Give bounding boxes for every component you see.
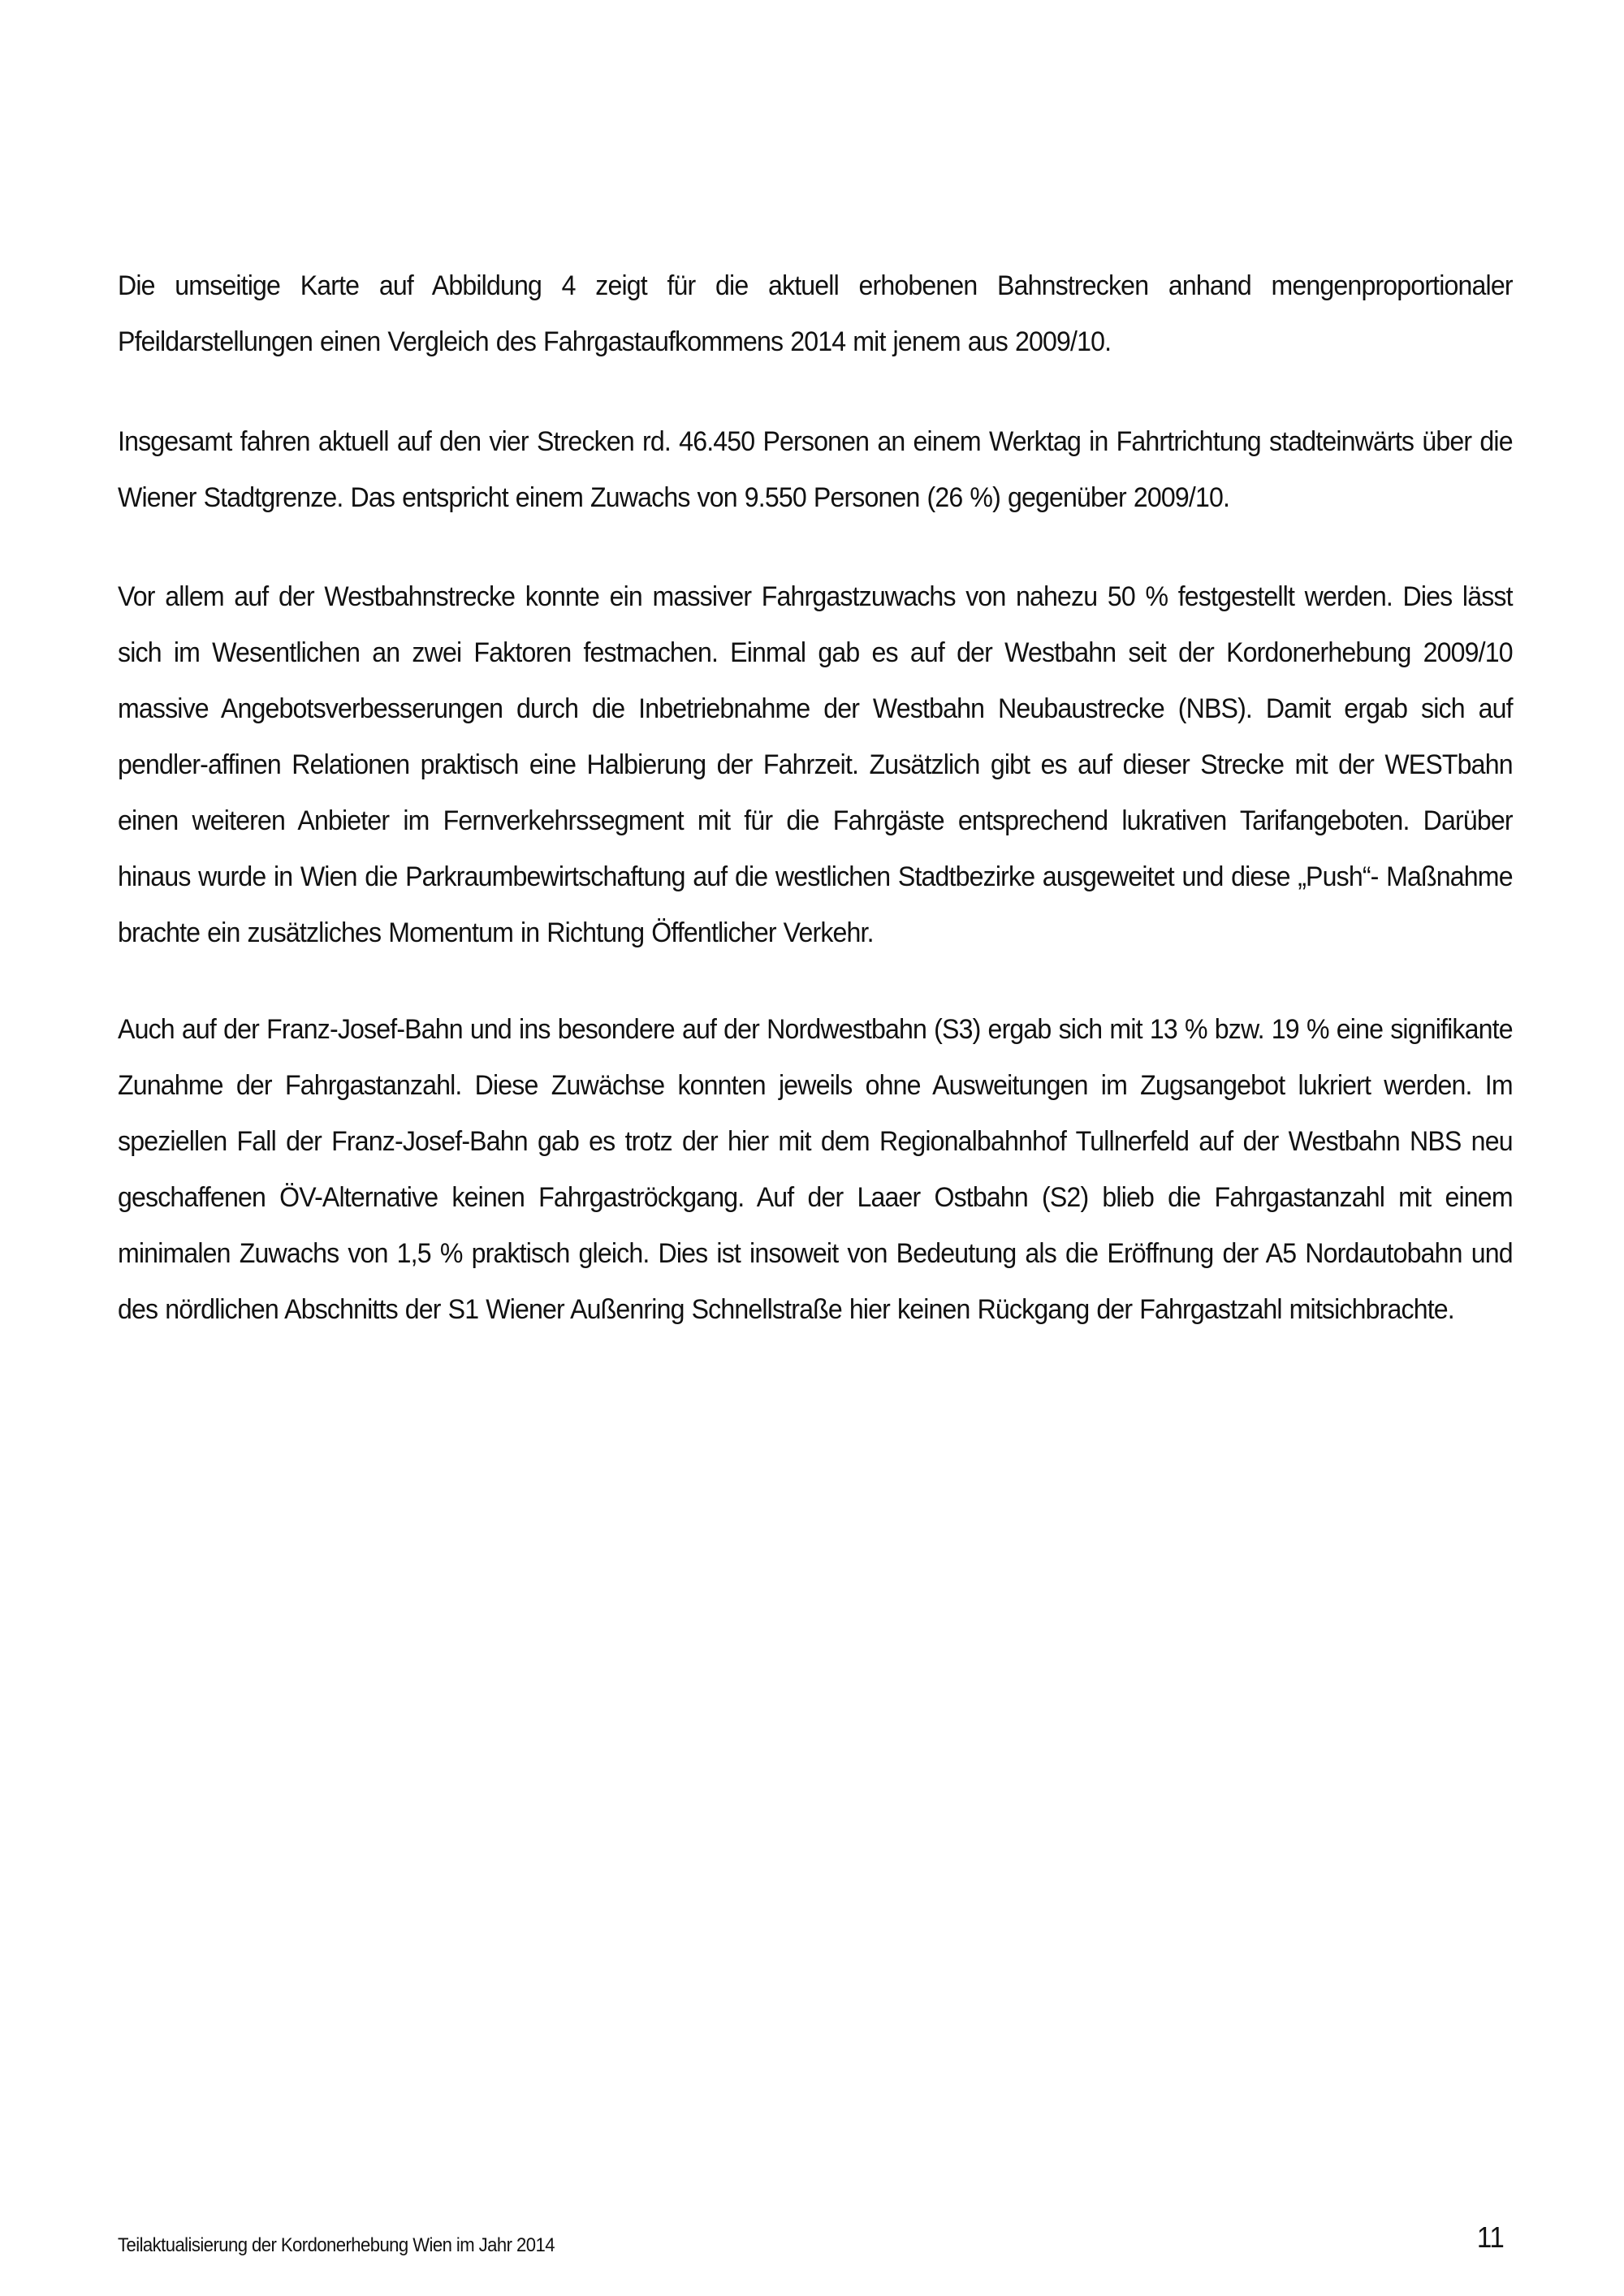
page-number: 11 xyxy=(1476,2220,1504,2254)
paragraph-other-lines: Auch auf der Franz-Josef-Bahn und ins besondere auf der Nordwestbahn (S3) ergab sich mit 13 % bzw. 19 % eine signifikante Zunahme der Fahrgastanzahl. Diese Zuwächse konnten jeweils ohne Ausweitungen im Zugsangebot lukriert werden. Im speziellen Fall der Franz-Josef-Bahn gab es trotz der hier mit dem Regionalbahnhof Tullnerfeld auf der Westbahn NBS neu geschaffenen ÖV-Alternative keinen Fahrgaströckgang. Auf der Laaer Ostbahn (S2) blieb die Fahrgastanzahl mit einem minimalen Zuwachs von 1,5 % praktisch gleich. Dies ist insoweit von Bedeutung als die Eröffnung der A5 Nordautobahn und des nördlichen Abschnitts der S1 Wiener Außenring Schnellstraße hier keinen Rückgang der Fahrgastzahl mitsichbrachte. xyxy=(118,1014,1513,1325)
paragraph-westbahn: Vor allem auf der Westbahnstrecke konnte ein massiver Fahrgastzuwachs von nahezu 50 % festgestellt werden. Dies lässt sich im Wesentlichen an zwei Faktoren festmachen. Einmal gab es auf der Westbahn seit der Kordonerhebung 2009/10 massive Angebotsverbesserungen durch die Inbetriebnahme der Westbahn Neubaustrecke (NBS). Damit ergab sich auf pendler-affinen Relationen praktisch eine Halbierung der Fahrzeit. Zusätzlich gibt es auf dieser Strecke mit der WESTbahn einen weiteren Anbieter im Fernverkehrssegment mit für die Fahrgäste entsprechend lukrativen Tarifangeboten. Darüber hinaus wurde in Wien die Parkraumbewirtschaftung auf die westlichen Stadtbezirke ausgeweitet und diese „Push“- Maßnahme brachte ein zusätzliches Momentum in Richtung Öffentlicher Verkehr. xyxy=(118,581,1513,948)
paragraph-abbildung-intro: Die umseitige Karte auf Abbildung 4 zeigt für die aktuell erhobenen Bahnstrecken anhand mengenproportionaler Pfeildarstellungen einen Vergleich des Fahrgastaufkommens 2014 mit jenem aus 2009/10. xyxy=(118,270,1513,357)
paragraph-total-passengers: Insgesamt fahren aktuell auf den vier Strecken rd. 46.450 Personen an einem Werktag in Fahrtrichtung stadteinwärts über die Wiener Stadtgrenze. Das entspricht einem Zuwachs von 9.550 Personen (26 %) gegenüber 2009/10. xyxy=(118,426,1513,513)
footer-title: Teilaktualisierung der Kordonerhebung Wien im Jahr 2014 xyxy=(118,2234,555,2256)
